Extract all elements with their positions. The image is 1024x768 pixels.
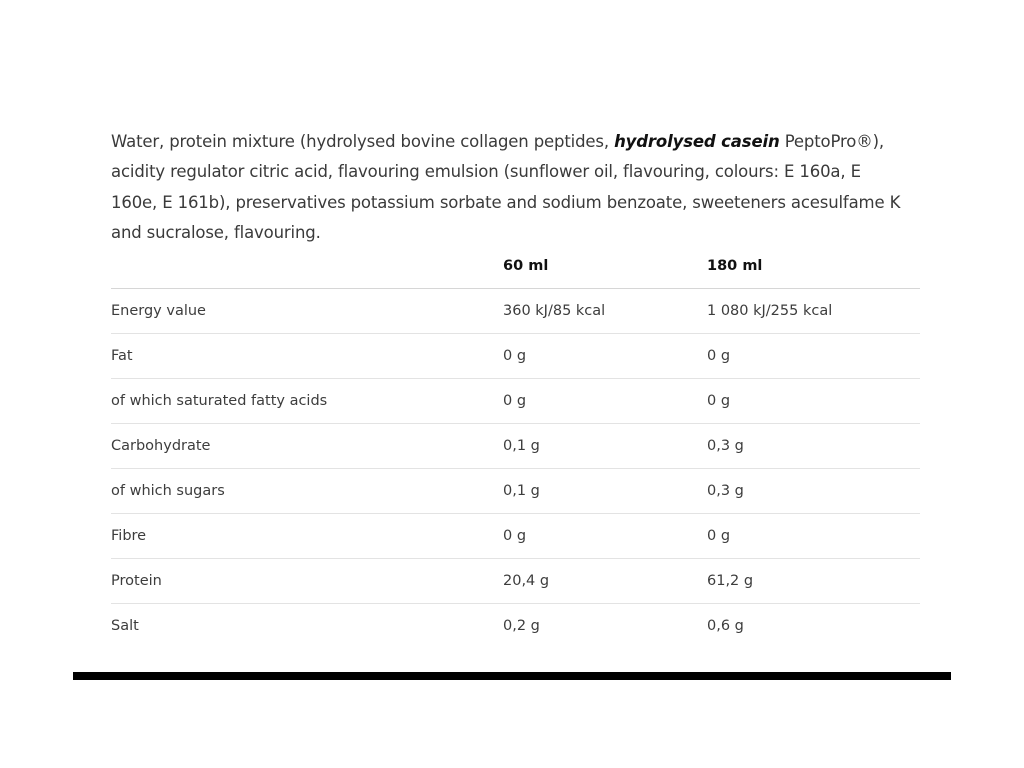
table-row	[111, 289, 920, 334]
nutrient-name: of which sugars	[111, 469, 503, 514]
nutrient-name: Carbohydrate	[111, 424, 503, 469]
value-60ml: 360 kJ/85 kcal	[503, 289, 707, 334]
value-180ml: 1 080 kJ/255 kcal	[707, 289, 920, 334]
header-180ml: 180 ml	[707, 244, 920, 289]
value-180ml: 0,3 g	[707, 424, 920, 469]
table-row	[111, 514, 920, 559]
ingredients-emphasis: hydrolysed casein	[614, 131, 780, 151]
table-row	[111, 469, 920, 514]
nutrient-name: Energy value	[111, 289, 503, 334]
value-180ml: 61,2 g	[707, 559, 920, 604]
value-60ml: 20,4 g	[503, 559, 707, 604]
value-60ml: 0 g	[503, 514, 707, 559]
ingredients-text	[111, 127, 911, 249]
table-row	[111, 379, 920, 424]
value-180ml: 0,6 g	[707, 618, 744, 634]
value-60ml: 0,1 g	[503, 424, 707, 469]
table-row	[111, 559, 920, 604]
nutrition-table	[111, 244, 920, 648]
table-row	[111, 604, 920, 649]
value-60ml: 0,1 g	[503, 469, 707, 514]
bottom-divider-bar	[73, 672, 951, 680]
nutrient-name: Fat	[111, 334, 503, 379]
value-60ml: 0,2 g	[503, 618, 540, 634]
nutrient-name: Protein	[111, 559, 503, 604]
ingredients-part-2: PeptoPro®), acidity regulator citric acid, flavouring emulsion (sunflower oil, flavouring, colours: E 160a, E 160e, E 161b), preservatives potassium sorbate and sodium benzoate, sweeteners acesulfame K and sucralose, flavouring.	[111, 131, 901, 242]
table-header-row	[111, 244, 920, 289]
nutrient-name: of which saturated fatty acids	[111, 379, 503, 424]
nutrient-name: Salt	[111, 618, 139, 634]
ingredients-part-1: Water, protein mixture (hydrolysed bovine collagen peptides,	[111, 131, 615, 151]
value-180ml: 0 g	[707, 514, 920, 559]
table-row	[111, 334, 920, 379]
value-60ml: 0 g	[503, 379, 707, 424]
header-nutrient	[111, 244, 503, 289]
value-180ml: 0 g	[707, 379, 920, 424]
table-row	[111, 424, 920, 469]
nutrient-name: Fibre	[111, 514, 503, 559]
header-60ml: 60 ml	[503, 244, 707, 289]
value-180ml: 0 g	[707, 334, 920, 379]
value-60ml: 0 g	[503, 334, 707, 379]
value-180ml: 0,3 g	[707, 469, 920, 514]
